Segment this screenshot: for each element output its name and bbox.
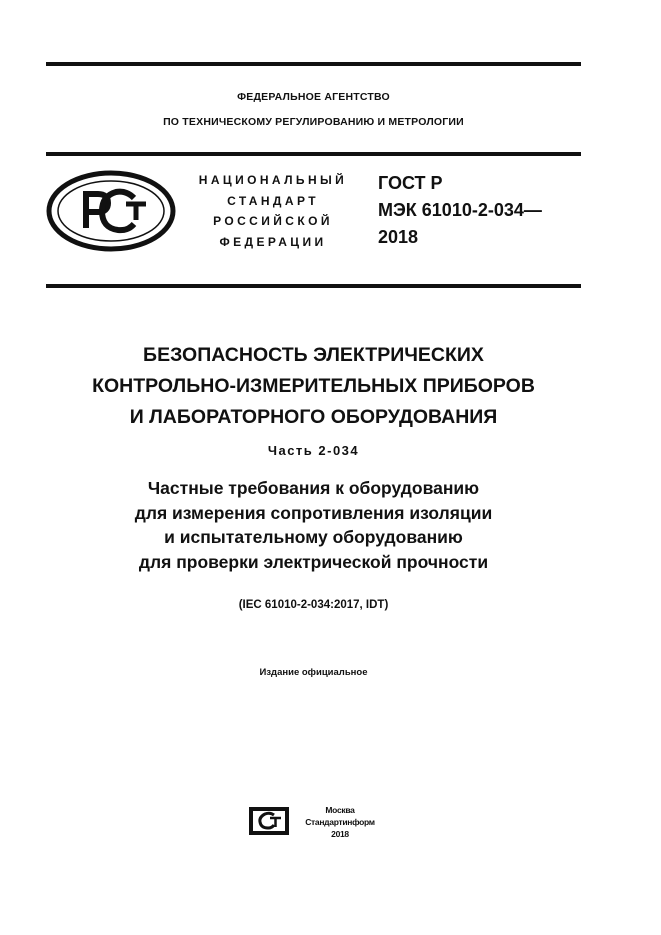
agency-line-1: ФЕДЕРАЛЬНОЕ АГЕНТСТВО [237, 91, 390, 103]
national-line-4: ФЕДЕРАЦИИ [219, 234, 327, 249]
top-rule [46, 62, 581, 66]
national-line-2: СТАНДАРТ [227, 193, 319, 208]
title-line-3: И ЛАБОРАТОРНОГО ОБОРУДОВАНИЯ [129, 406, 498, 428]
iec-reference: (IEC 61010-2-034:2017, IDT) [238, 599, 389, 611]
national-standard-label [178, 170, 368, 252]
agency-line-2: ПО ТЕХНИЧЕСКОМУ РЕГУЛИРОВАНИЮ И МЕТРОЛОГИИ [163, 116, 464, 128]
document-title [46, 340, 581, 433]
subtitle-line-3: и испытательному оборудованию [164, 527, 463, 547]
title-line-1: БЕЗОПАСНОСТЬ ЭЛЕКТРИЧЕСКИХ [143, 344, 484, 366]
national-line-3: РОССИЙСКОЙ [213, 214, 333, 228]
publisher-name: Стандартинформ [305, 817, 375, 827]
gost-line-2: МЭК 61010-2-034— [378, 200, 542, 220]
standartinform-logo-icon [248, 806, 290, 841]
publisher-info [296, 804, 384, 840]
title-line-2: КОНТРОЛЬНО-ИЗМЕРИТЕЛЬНЫХ ПРИБОРОВ [92, 375, 535, 397]
publisher-city: Москва [325, 805, 355, 815]
subtitle-line-4: для проверки электрической прочности [138, 551, 489, 572]
subtitle-line-1: Частные требования к оборудованию [147, 478, 480, 498]
gost-designation [378, 170, 598, 251]
document-subtitle [46, 476, 581, 574]
gost-line-1: ГОСТ Р [378, 173, 443, 193]
standard-rule [46, 284, 581, 288]
rst-emblem-icon [46, 170, 176, 257]
national-line-1: НАЦИОНАЛЬНЫЙ [198, 173, 348, 187]
publisher-year: 2018 [331, 829, 349, 839]
gost-line-3: 2018 [378, 227, 419, 247]
part-number: Часть 2-034 [267, 443, 360, 458]
header-rule [46, 152, 581, 156]
edition-label: Издание официальное [259, 667, 368, 678]
subtitle-line-2: для измерения сопротивления изоляции [134, 502, 493, 523]
